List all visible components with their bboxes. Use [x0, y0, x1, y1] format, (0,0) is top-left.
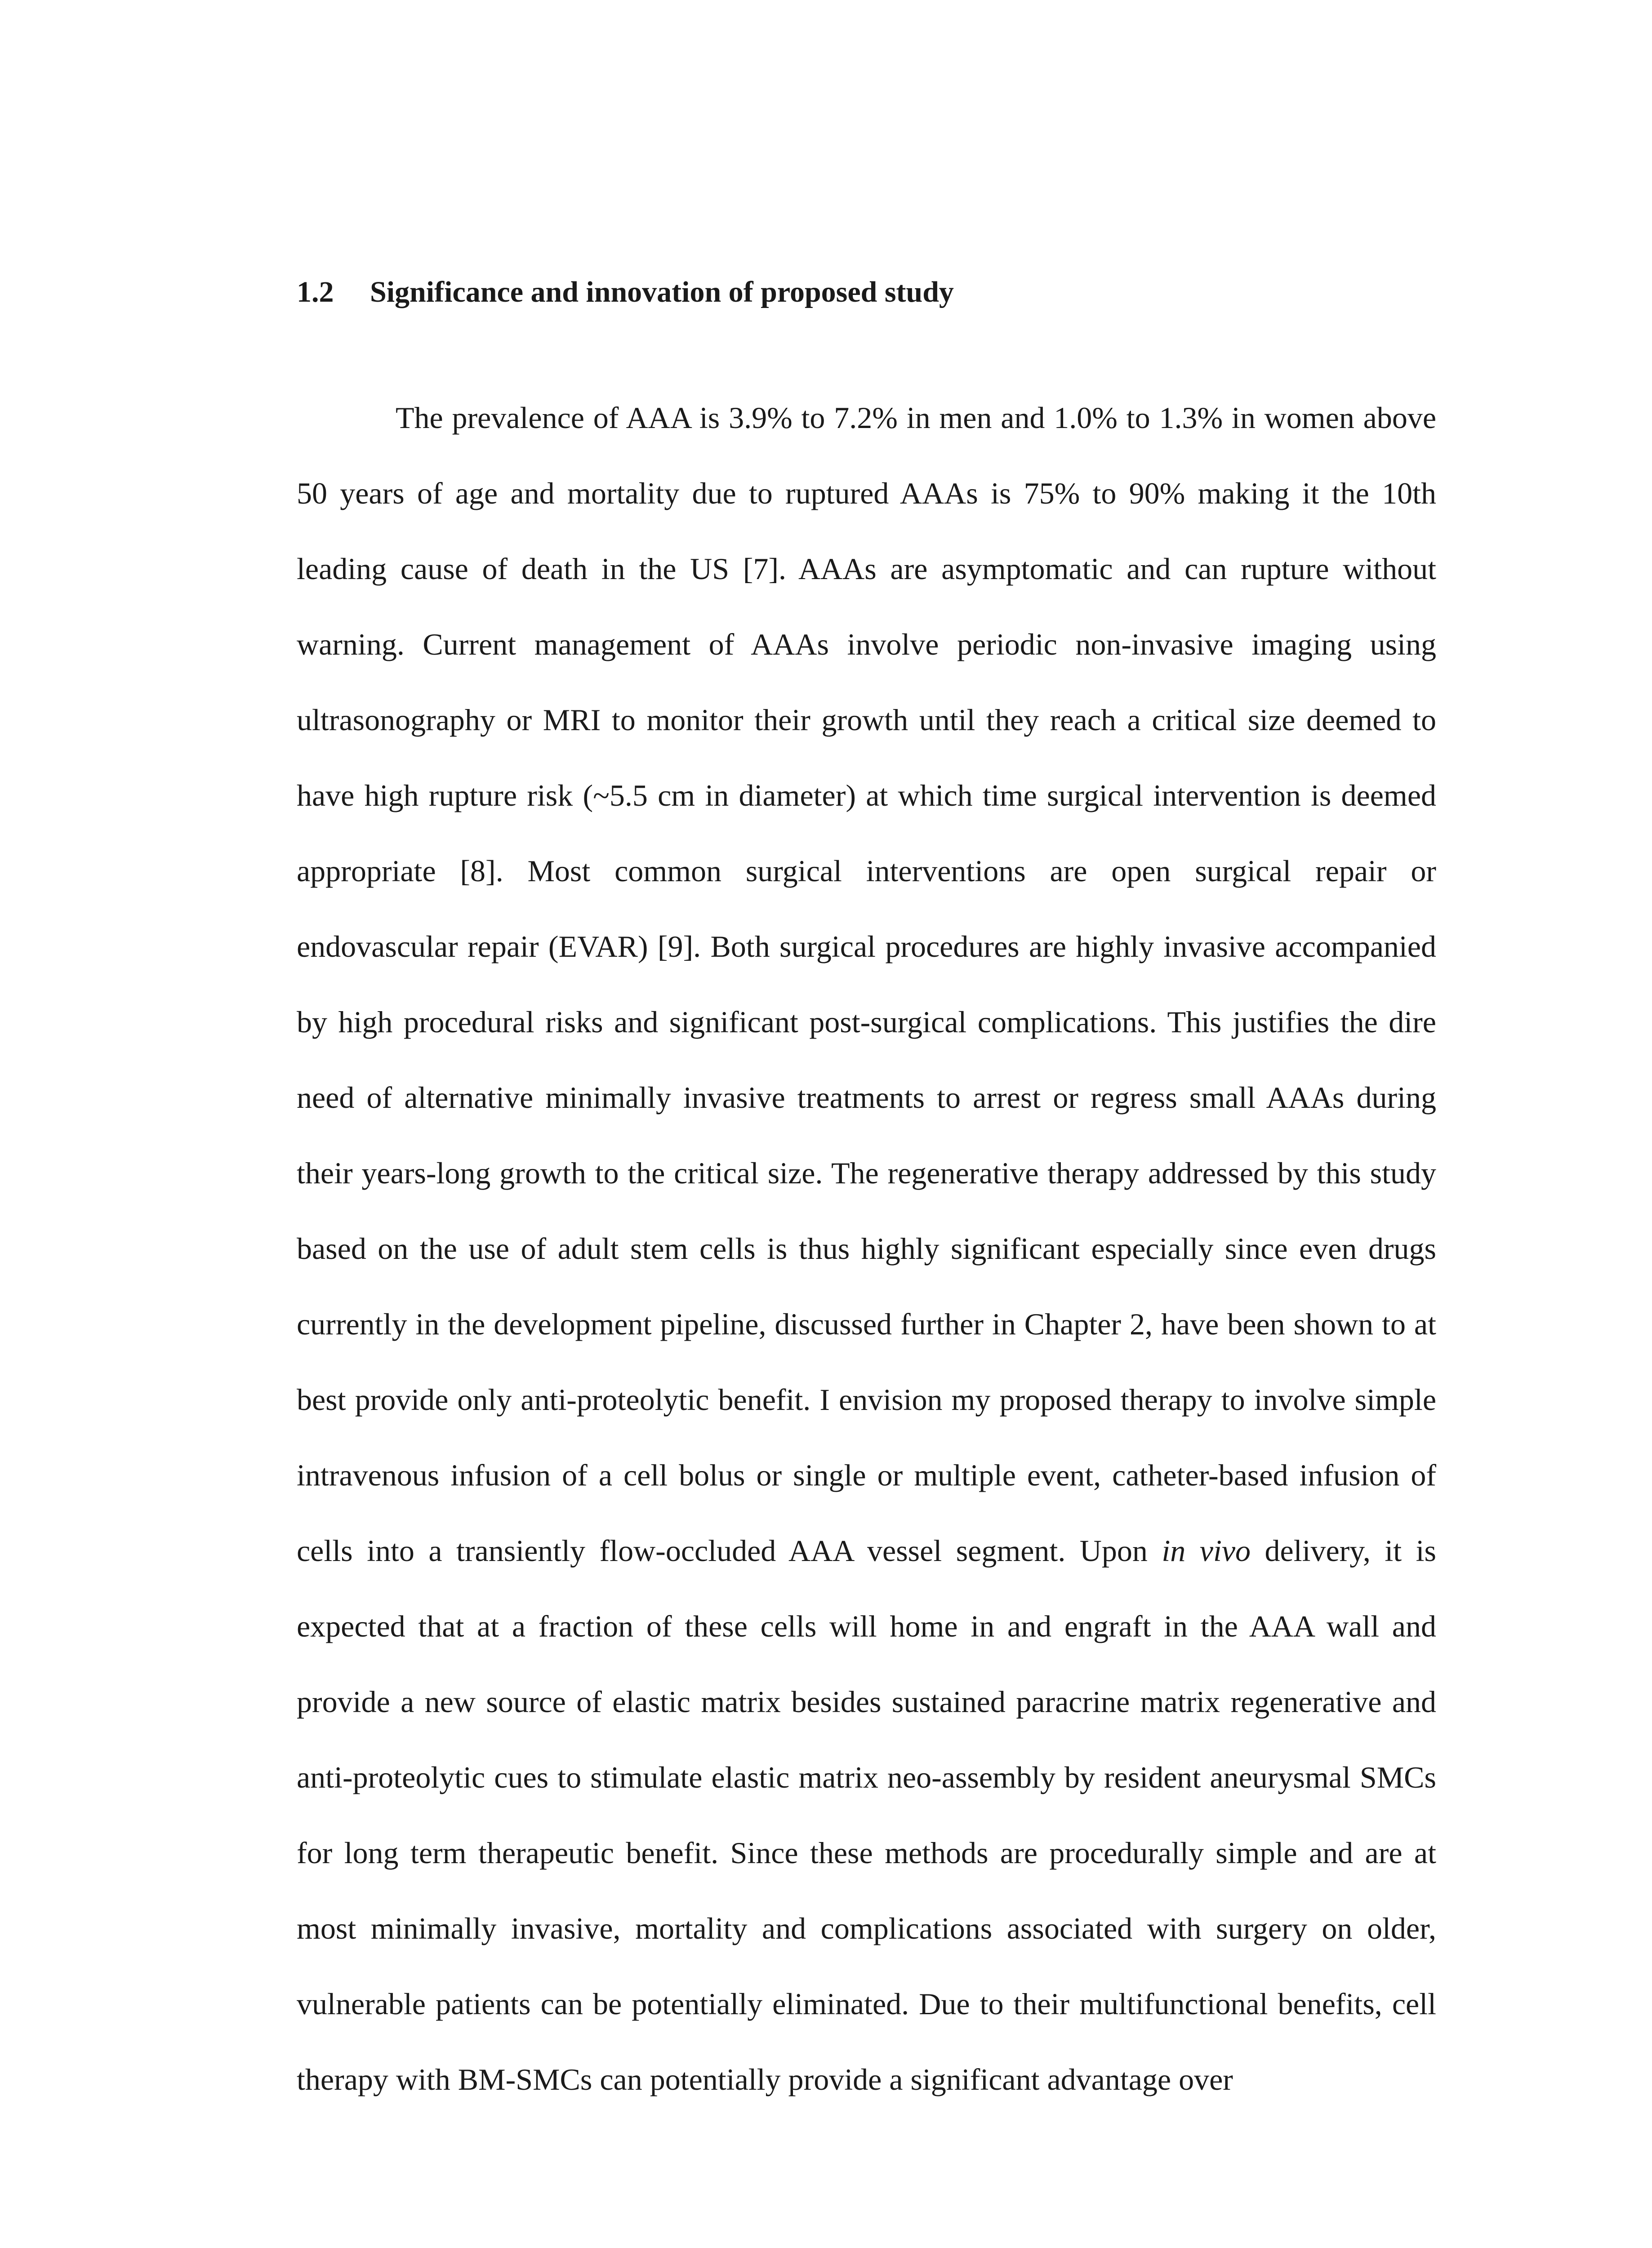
section-title: Significance and innovation of proposed study — [370, 276, 954, 308]
section-number: 1.2 — [297, 276, 334, 308]
page-number — [0, 2246, 1652, 2248]
body-text — [297, 380, 1436, 2117]
section-heading — [297, 270, 954, 315]
paragraph-text-part-1: The prevalence of AAA is 3.9% to 7.2% in men and 1.0% to 1.3% in women above 50 years of age and mortality due to ruptured AAAs is 75% to 90% making it the 10th leading cause of death in the US [7]. AAAs are asymptomatic and can rupture without warning. Current management of AAAs involve periodic non-invasive imaging using ultrasonography or MRI to monitor their growth until they reach a critical size deemed to have high rupture risk (~5.5 cm in diameter) at which time surgical intervention is deemed appropriate [8]. Most common surgical interventions are open surgical repair or endovascular repair (EVAR) [9]. Both surgical procedures are highly invasive accompanied by high procedural risks and significant post-surgical complications. This justifies the dire need of alternative minimally invasive treatments to arrest or regress small AAAs during their years-long growth to the critical size. The regenerative therapy addressed by this study based on the use of adult stem cells is thus highly significant especially since even drugs currently in the development pipeline, discussed further in Chapter 2, have been shown to at best provide only anti-proteolytic benefit. I envision my proposed therapy to involve simple intravenous infusion of a cell bolus or single or multiple event, catheter-based infusion of cells into a transiently flow-occluded AAA vessel segment. Upon — [297, 401, 1436, 1568]
paragraph — [297, 380, 1436, 2117]
paragraph-text-part-2: delivery, it is expected that at a fraction of these cells will home in and engraft in the AAA wall and provide a new source of elastic matrix besides sustained paracrine matrix regenerative and anti-proteolytic cues to stimulate elastic matrix neo-assembly by resident aneurysmal SMCs for long term therapeutic benefit. Since these methods are procedurally simple and are at most minimally invasive, mortality and complications associated with surgery on older, vulnerable patients can be potentially eliminated. Due to their multifunctional benefits, cell therapy with BM-SMCs can potentially provide a significant advantage over — [297, 1534, 1436, 2096]
italic-term: in vivo — [1162, 1534, 1251, 1568]
